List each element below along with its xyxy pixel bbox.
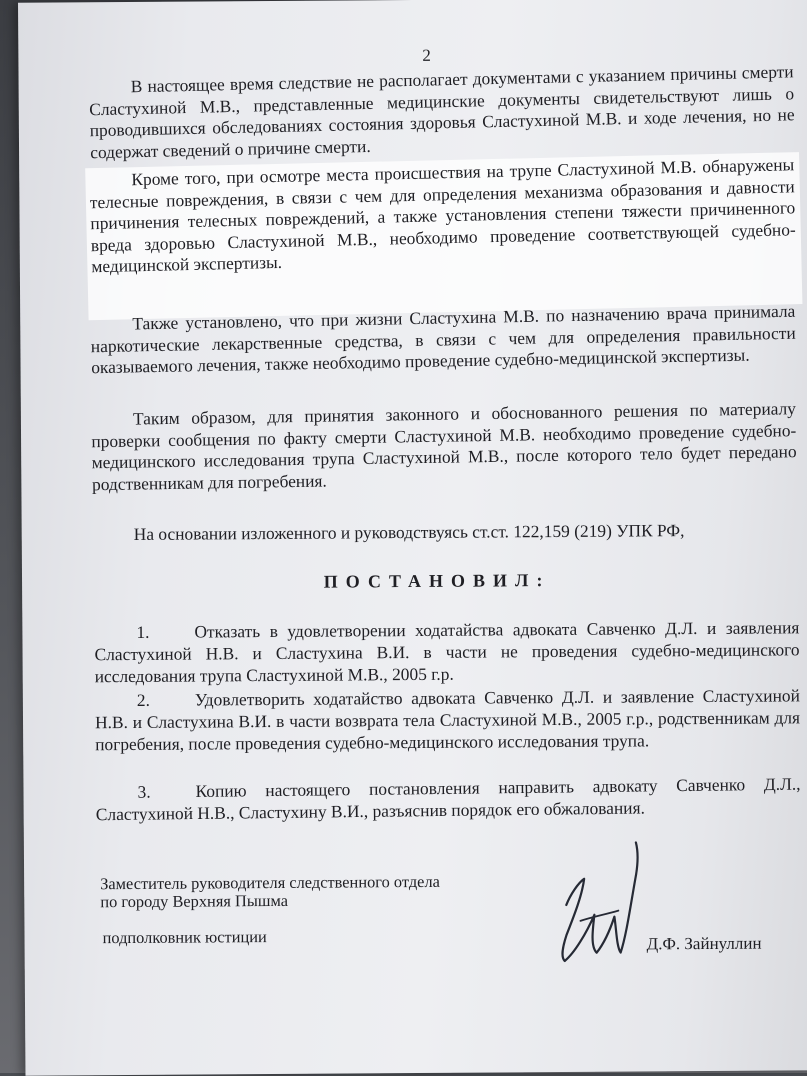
- item-text: Удовлетворить ходатайство адвоката Савченко Д.Л. и заявление Сластухиной Н.В. и Сластухина В.И. в части возврата тела Сластухиной М.В., 2005 г.р., родственникам для погребения, после проведения судебно-медицинского исследования трупа.: [94, 685, 801, 755]
- decision-item: [95, 684, 800, 755]
- paragraph-narcotic-medication: Также установлено, что при жизни Сластухина М.В. по назначению врача принимала наркотические лекарственные средства, в связи с чем для определения правильности оказываемого лечения, также необходимо проведение судебно-медицинской экспертизы.: [90, 300, 796, 378]
- signer-position-line2: по городу Верхняя Пышма: [100, 890, 289, 912]
- item-text: Отказать в удовлетворении ходатайства адвоката Савченко Д.Л. и заявления Сластухиной Н.В. и Сластухина В.И. в части не проведения судебно-медицинского исследования трупа Сластухиной М.В., 2005 г.р.: [94, 617, 800, 687]
- item-text: Копию настоящего постановления направить адвокату Савченко Д.Л., Сластухиной Н.В., Сластухину В.И., разъяснив порядок его обжалования.: [95, 773, 801, 825]
- handwritten-signature: [544, 834, 655, 975]
- signer-name: Д.Ф. Зайнуллин: [646, 933, 762, 954]
- decision-heading: ПОСТАНОВИЛ:: [323, 570, 551, 592]
- item-number: 2.: [136, 689, 150, 710]
- signer-position-line1: Заместитель руководителя следственного отдела: [100, 871, 440, 894]
- decision-item: [95, 773, 800, 826]
- signer-rank: подполковник юстиции: [102, 927, 267, 948]
- item-number: 1.: [136, 621, 150, 642]
- item-number: 3.: [137, 781, 151, 802]
- paragraph-bodily-injuries: Кроме того, при осмотре места происшествия на трупе Сластухиной М.В. обнаружены телесные повреждения, в связи с чем для определения механизма образования и давности причинения телесных повреждений, а также установления степени тяжести причиненного вреда здоровью Сластухиной М.В., необходимо проведение соответствующей судебно-медицинской экспертизы.: [89, 154, 796, 277]
- document-page: [18, 0, 807, 1076]
- page-number: 2: [422, 45, 431, 65]
- paragraph-conclusion: Таким образом, для принятия законного и обоснованного решения по материалу проверки сообщения по факту смерти Сластухиной М.В. необходимо проведение судебно-медицинского исследования трупа Сластухиной М.В., после которого тело будет передано родственникам для погребения.: [91, 398, 797, 495]
- paragraph-legal-basis: На основании изложенного и руководствуясь ст.ст. 122,159 (219) УПК РФ,: [133, 520, 685, 544]
- paragraph-cause-of-death: В настоящее время следствие не располагает документами с указанием причины смерти Сластухиной М.В., представленные медицинские документы свидетельствуют лишь о проводившихся обследованиях состояния здоровья Сластухиной М.В. и ходе лечения, но не содержат сведений о причине смерти.: [89, 61, 795, 163]
- decision-item: [94, 616, 799, 687]
